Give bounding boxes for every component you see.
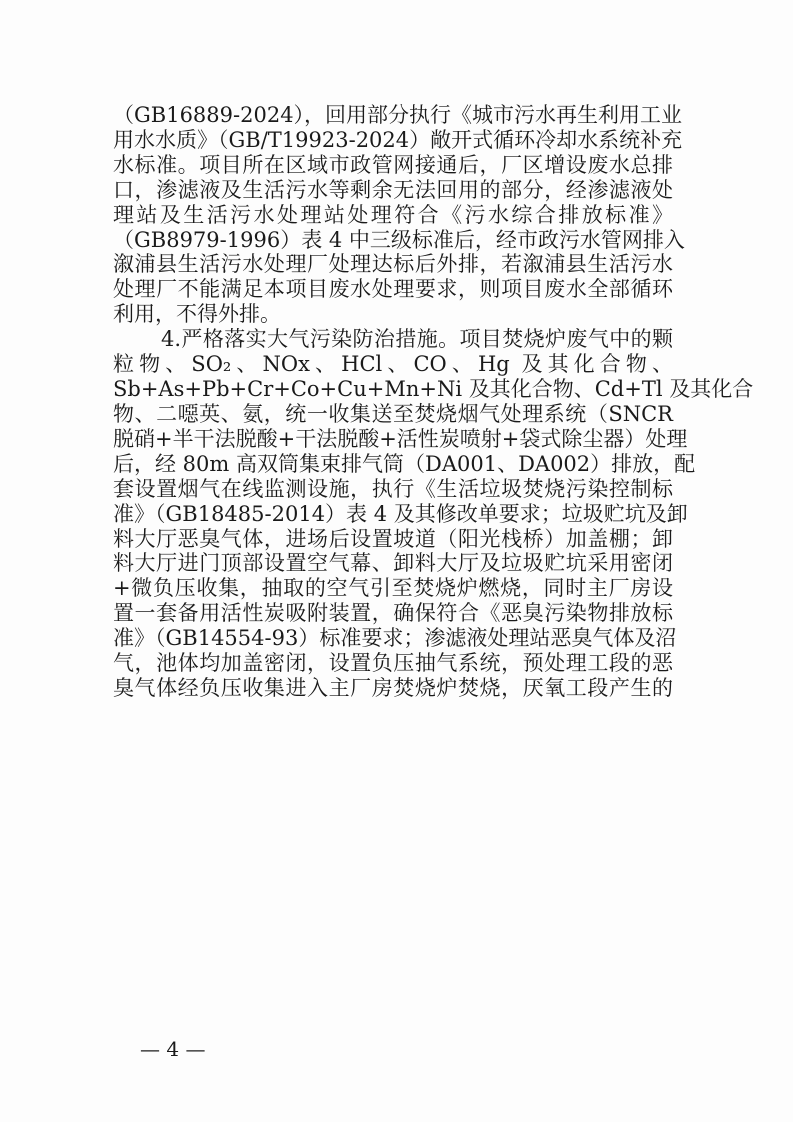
text-line: 后，经 80m 高双筒集束排气筒（DA001、DA002）排放，配: [113, 452, 696, 476]
text-line: 理站及生活污水处理站处理符合《污水综合排放标准》: [113, 203, 673, 227]
text-line: 准》（GB14554-93）标准要求；渗滤液处理站恶臭气体及沼: [113, 626, 677, 650]
text-line: 口，渗滤液及生活污水等剩余无法回用的部分，经渗滤液处: [113, 178, 673, 202]
text-line: 脱硝+半干法脱酸+干法脱酸+活性炭喷射+袋式除尘器）处理: [113, 427, 688, 451]
text-line: 准》（GB18485-2014）表 4 及其修改单要求；垃圾贮坑及卸: [113, 502, 688, 526]
text-line: 气，池体均加盖密闭，设置负压抽气系统，预处理工段的恶: [113, 651, 673, 675]
text-line: 料大厅进门顶部设置空气幕、卸料大厅及垃圾贮坑采用密闭: [113, 551, 673, 575]
text-line: 水标准。项目所在区域市政管网接通后，厂区增设废水总排: [113, 153, 673, 177]
text-line: 处理厂不能满足本项目废水处理要求，则项目废水全部循环: [113, 277, 673, 301]
page-number: — 4 —: [140, 1037, 206, 1061]
text-line: 溆浦县生活污水处理厂处理达标后外排，若溆浦县生活污水: [113, 252, 673, 276]
text-line: 粒物、SO₂、NOx、HCl、CO、Hg 及其化合物、: [113, 352, 673, 376]
text-line: （GB16889-2024），回用部分执行《城市污水再生利用工业: [113, 103, 683, 127]
text-line: 料大厅恶臭气体，进场后设置坡道（阳光栈桥）加盖棚；卸: [113, 527, 673, 551]
text-line: 置一套备用活性炭吸附装置，确保符合《恶臭污染物排放标: [113, 601, 673, 625]
paragraph-start-line: 4.严格落实大气污染防治措施。项目焚烧炉废气中的颗: [161, 327, 673, 351]
text-line: Sb+As+Pb+Cr+Co+Cu+Mn+Ni 及其化合物、Cd+Tl 及其化合: [113, 377, 754, 401]
text-line: （GB8979-1996）表 4 中三级标准后，经市政污水管网排入: [113, 228, 685, 252]
text-line: 臭气体经负压收集进入主厂房焚烧炉焚烧，厌氧工段产生的: [113, 676, 673, 700]
text-line: 利用，不得外排。: [113, 302, 281, 326]
text-line: 套设置烟气在线监测设施，执行《生活垃圾焚烧污染控制标: [113, 477, 673, 501]
text-line: 物、二噁英、氨，统一收集送至焚烧烟气处理系统（SNCR: [113, 402, 673, 426]
text-line: 用水水质》（GB/T19923-2024）敞开式循环冷却水系统补充: [113, 128, 683, 152]
text-line: +微负压收集，抽取的空气引至焚烧炉燃烧，同时主厂房设: [113, 576, 673, 600]
